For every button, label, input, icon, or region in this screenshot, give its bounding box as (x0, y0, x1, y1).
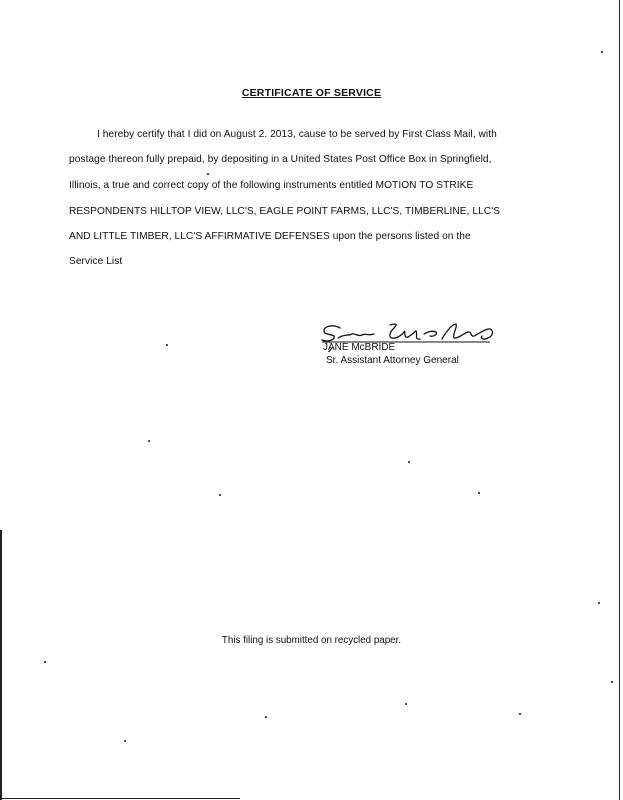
scan-speck (611, 681, 613, 683)
document-title: CERTIFICATE OF SERVICE (241, 87, 382, 99)
scan-speck (166, 344, 168, 346)
scan-speck (405, 703, 407, 705)
body-line: Illinois, a true and correct copy of the following instruments entitled MOTION TO STRIKE (69, 180, 474, 191)
scan-speck (598, 602, 600, 604)
scan-edge-right (619, 0, 621, 800)
signatory-name: JANE McBRIDE (323, 342, 396, 353)
scan-edge-left (0, 530, 2, 800)
body-line: Service List (69, 256, 123, 267)
signatory-title: Sr. Assistant Attorney General (326, 355, 459, 366)
body-line: AND LITTLE TIMBER, LLC'S AFFIRMATIVE DEFENSES upon the persons listed on the (69, 231, 471, 242)
signature-block (318, 312, 518, 372)
scan-speck (519, 713, 521, 715)
scan-speck (265, 716, 267, 718)
scan-speck (478, 492, 480, 494)
scan-edge-bottom (0, 798, 240, 800)
scan-speck (219, 494, 221, 496)
scan-speck (148, 440, 150, 442)
body-line: I hereby certify that I did on August 2. 2013, cause to be served by First Class Mail, with (97, 129, 497, 140)
footer-note: This filing is submitted on recycled paper. (221, 635, 402, 646)
scan-speck (44, 661, 46, 663)
scan-speck (207, 173, 209, 175)
scan-speck (408, 461, 410, 463)
scan-speck (124, 740, 126, 742)
body-line: RESPONDENTS HILLTOP VIEW, LLC'S, EAGLE POINT FARMS, LLC'S, TIMBERLINE, LLC'S (69, 206, 501, 217)
scan-speck (601, 51, 603, 53)
body-line: postage thereon fully prepaid, by depositing in a United States Post Office Box in Springfield, (69, 154, 492, 165)
